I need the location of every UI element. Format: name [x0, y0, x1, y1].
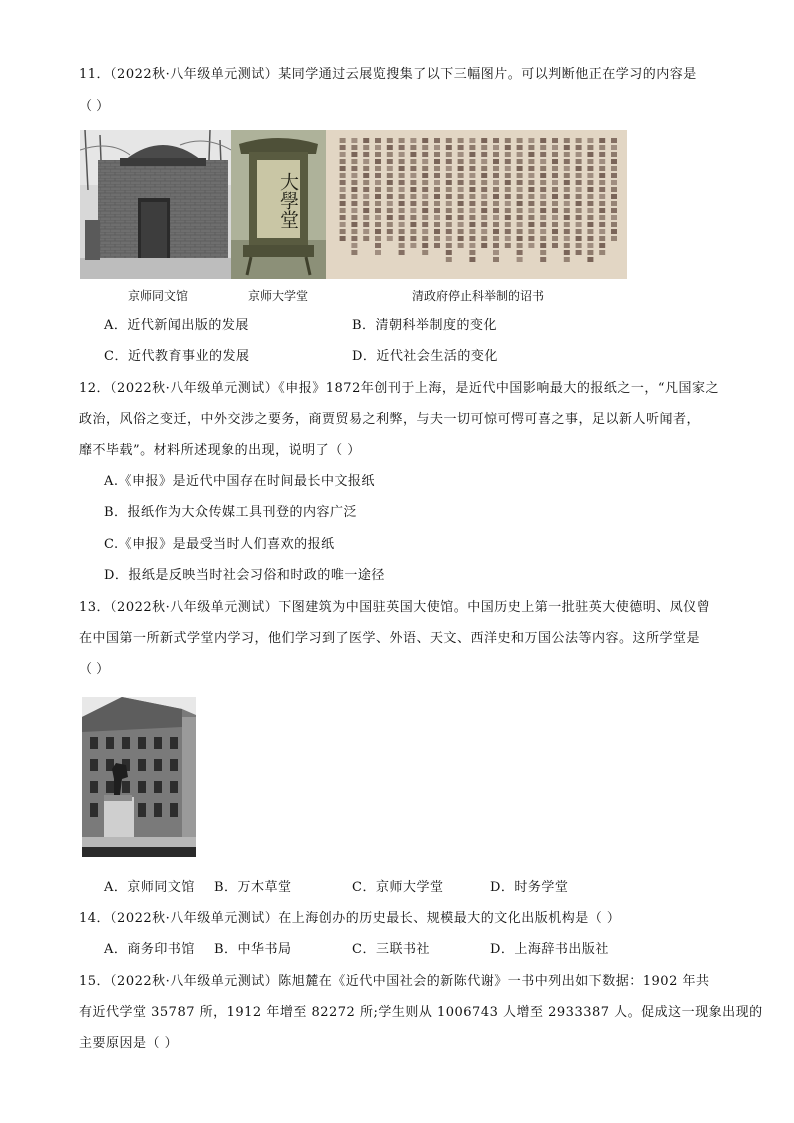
q11-option-c[interactable]: C．近代教育事业的发展	[104, 349, 250, 364]
q13-option-c[interactable]: C．京师大学堂	[352, 880, 444, 895]
q11-answer-paren: （ ）	[79, 99, 110, 114]
q13-option-d[interactable]: D．时务学堂	[490, 880, 569, 895]
q15-stem-line-3: 主要原因是（ ）	[79, 1036, 179, 1051]
q13-option-b[interactable]: B．万木草堂	[214, 880, 292, 895]
embassy-photo	[82, 697, 196, 857]
daxuetang-plaque-photo	[231, 130, 326, 279]
q14-stem: 14．（2022秋·八年级单元测试）在上海创办的历史最长、规模最大的文化出版机构是（ ）	[79, 911, 621, 926]
q13-stem-line-1: 13．（2022秋·八年级单元测试）下图建筑为中国驻英国大使馆。中国历史上第一批驻英大使德明、凤仪曾	[79, 600, 711, 615]
q11-option-b[interactable]: B．清朝科举制度的变化	[352, 318, 498, 333]
q14-option-c[interactable]: C．三联书社	[352, 942, 430, 957]
caption-daxuetang: 京师大学堂	[248, 289, 309, 303]
q11-option-a[interactable]: A．近代新闻出版的发展	[104, 318, 249, 333]
q14-option-d[interactable]: D．上海辞书出版社	[490, 942, 609, 957]
tongwenguan-photo	[80, 130, 231, 279]
q14-option-b[interactable]: B．中华书局	[214, 942, 292, 957]
q13-option-a[interactable]: A．京师同文馆	[104, 880, 195, 895]
caption-edict: 清政府停止科举制的诏书	[412, 289, 545, 303]
q14-option-a[interactable]: A．商务印书馆	[104, 942, 195, 957]
q11-option-d[interactable]: D．近代社会生活的变化	[352, 349, 498, 364]
plaque-characters: 大學堂	[277, 171, 299, 229]
caption-tongwenguan: 京师同文馆	[128, 289, 189, 303]
edict-photo	[326, 130, 627, 279]
q12-stem-line-2: 政治，风俗之变迁，中外交涉之要务，商贾贸易之利弊，与夫一切可惊可愕可喜之事，足以新人听闻者，	[79, 412, 701, 427]
q15-stem-line-1: 15．（2022秋·八年级单元测试）陈旭麓在《近代中国社会的新陈代谢》一书中列出如下数据：1902 年共	[79, 974, 710, 989]
q12-option-b[interactable]: B．报纸作为大众传媒工具刊登的内容广泛	[104, 505, 358, 520]
q12-stem-line-1: 12．（2022秋·八年级单元测试）《申报》1872年创刊于上海，是近代中国影响最大的报纸之一，“凡国家之	[79, 381, 719, 396]
q13-answer-paren: （ ）	[79, 662, 110, 677]
q11-stem: 11．（2022秋·八年级单元测试）某同学通过云展览搜集了以下三幅图片。可以判断他正在学习的内容是	[79, 67, 697, 82]
q12-option-a[interactable]: A.《申报》是近代中国存在时间最长中文报纸	[104, 474, 376, 489]
q12-option-d[interactable]: D．报纸是反映当时社会习俗和时政的唯一途径	[104, 568, 385, 583]
q15-stem-line-2: 有近代学堂 35787 所，1912 年增至 82272 所;学生则从 1006743 人增至 2933387 人。促成这一现象出现的	[79, 1005, 763, 1020]
q13-stem-line-2: 在中国第一所新式学堂内学习，他们学习到了医学、外语、天文、西洋史和万国公法等内容。这所学堂是	[79, 631, 701, 646]
q12-option-c[interactable]: C.《申报》是最受当时人们喜欢的报纸	[104, 537, 335, 552]
q12-stem-line-3: 靡不毕载”。材料所述现象的出现，说明了（ ）	[79, 443, 361, 458]
